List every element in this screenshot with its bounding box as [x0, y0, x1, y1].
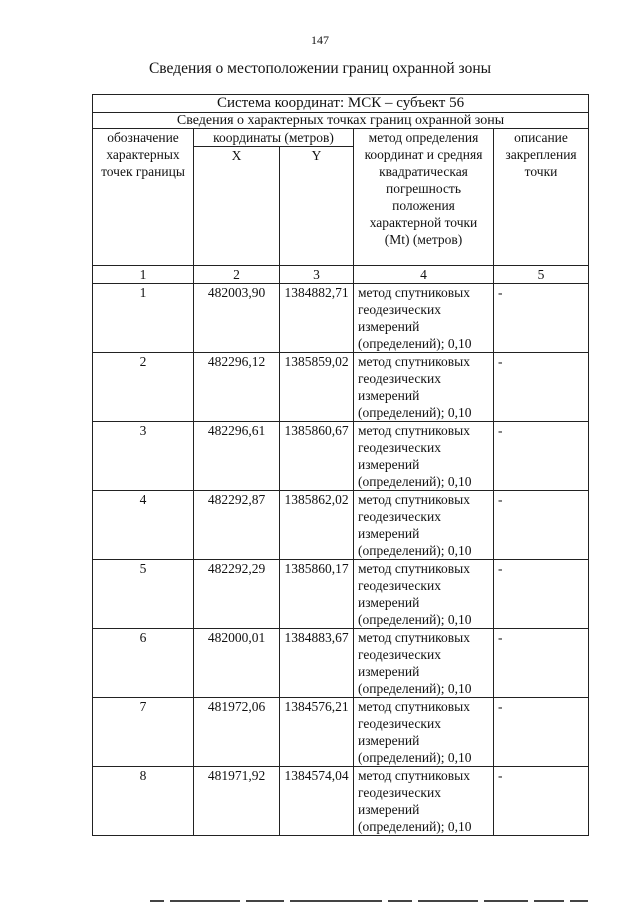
point-number-cell: 2	[93, 353, 194, 422]
column-numbers-row	[93, 266, 589, 284]
x-coordinate-cell: 482000,01	[194, 629, 280, 698]
y-coordinate-cell: 1385860,17	[280, 560, 354, 629]
description-cell: -	[494, 698, 589, 767]
x-coordinate-cell: 482292,29	[194, 560, 280, 629]
point-number-cell: 6	[93, 629, 194, 698]
boundary-points-table	[92, 94, 589, 836]
method-cell: метод спутниковых геодезических измерений (определений); 0,10	[354, 353, 494, 422]
method-cell: метод спутниковых геодезических измерений (определений); 0,10	[354, 698, 494, 767]
y-coordinate-cell: 1385862,02	[280, 491, 354, 560]
method-cell: метод спутниковых геодезических измерений (определений); 0,10	[354, 284, 494, 353]
header-row	[93, 129, 589, 147]
x-coordinate-cell: 482296,12	[194, 353, 280, 422]
table-row	[93, 353, 589, 422]
method-cell: метод спутниковых геодезических измерений (определений); 0,10	[354, 560, 494, 629]
point-number-cell: 3	[93, 422, 194, 491]
description-cell: -	[494, 284, 589, 353]
description-cell: -	[494, 560, 589, 629]
table-row	[93, 698, 589, 767]
description-cell: -	[494, 767, 589, 836]
table-row	[93, 284, 589, 353]
table-row	[93, 491, 589, 560]
point-number-cell: 1	[93, 284, 194, 353]
table-row	[93, 767, 589, 836]
description-cell: -	[494, 422, 589, 491]
table-row	[93, 560, 589, 629]
point-number-cell: 4	[93, 491, 194, 560]
header-coordinates: координаты (метров)	[194, 129, 354, 147]
x-coordinate-cell: 481971,92	[194, 767, 280, 836]
x-coordinate-cell: 482296,61	[194, 422, 280, 491]
method-cell: метод спутниковых геодезических измерений (определений); 0,10	[354, 491, 494, 560]
table-row	[93, 422, 589, 491]
coordinate-system-cell: Система координат: МСК – субъект 56	[93, 95, 589, 113]
y-coordinate-cell: 1384882,71	[280, 284, 354, 353]
column-number-4: 4	[354, 266, 494, 284]
y-coordinate-cell: 1385859,02	[280, 353, 354, 422]
header-y: Y	[280, 147, 354, 266]
coordinate-system-row	[93, 95, 589, 113]
header-description: описание закрепления точки	[494, 129, 589, 266]
header-x: X	[194, 147, 280, 266]
header-designation: обозначение характерных точек границы	[93, 129, 194, 266]
column-number-5: 5	[494, 266, 589, 284]
column-number-1: 1	[93, 266, 194, 284]
point-number-cell: 5	[93, 560, 194, 629]
description-cell: -	[494, 491, 589, 560]
header-method: метод определения координат и средняя квадратическая погрешность положения характерной точки (Mt) (метров)	[354, 129, 494, 266]
y-coordinate-cell: 1384883,67	[280, 629, 354, 698]
x-coordinate-cell: 482003,90	[194, 284, 280, 353]
y-coordinate-cell: 1385860,67	[280, 422, 354, 491]
description-cell: -	[494, 353, 589, 422]
method-cell: метод спутниковых геодезических измерений (определений); 0,10	[354, 767, 494, 836]
next-page-text-fragment	[150, 893, 610, 903]
x-coordinate-cell: 481972,06	[194, 698, 280, 767]
table-row	[93, 629, 589, 698]
x-coordinate-cell: 482292,87	[194, 491, 280, 560]
point-number-cell: 7	[93, 698, 194, 767]
document-title: Сведения о местоположении границ охранной зоны	[148, 60, 492, 77]
page-number: 147	[311, 33, 329, 47]
column-number-3: 3	[280, 266, 354, 284]
column-number-2: 2	[194, 266, 280, 284]
description-cell: -	[494, 629, 589, 698]
point-number-cell: 8	[93, 767, 194, 836]
method-cell: метод спутниковых геодезических измерений (определений); 0,10	[354, 422, 494, 491]
table-subtitle-row	[93, 113, 589, 129]
y-coordinate-cell: 1384576,21	[280, 698, 354, 767]
y-coordinate-cell: 1384574,04	[280, 767, 354, 836]
table-subtitle-cell: Сведения о характерных точках границ охранной зоны	[93, 113, 589, 129]
method-cell: метод спутниковых геодезических измерений (определений); 0,10	[354, 629, 494, 698]
